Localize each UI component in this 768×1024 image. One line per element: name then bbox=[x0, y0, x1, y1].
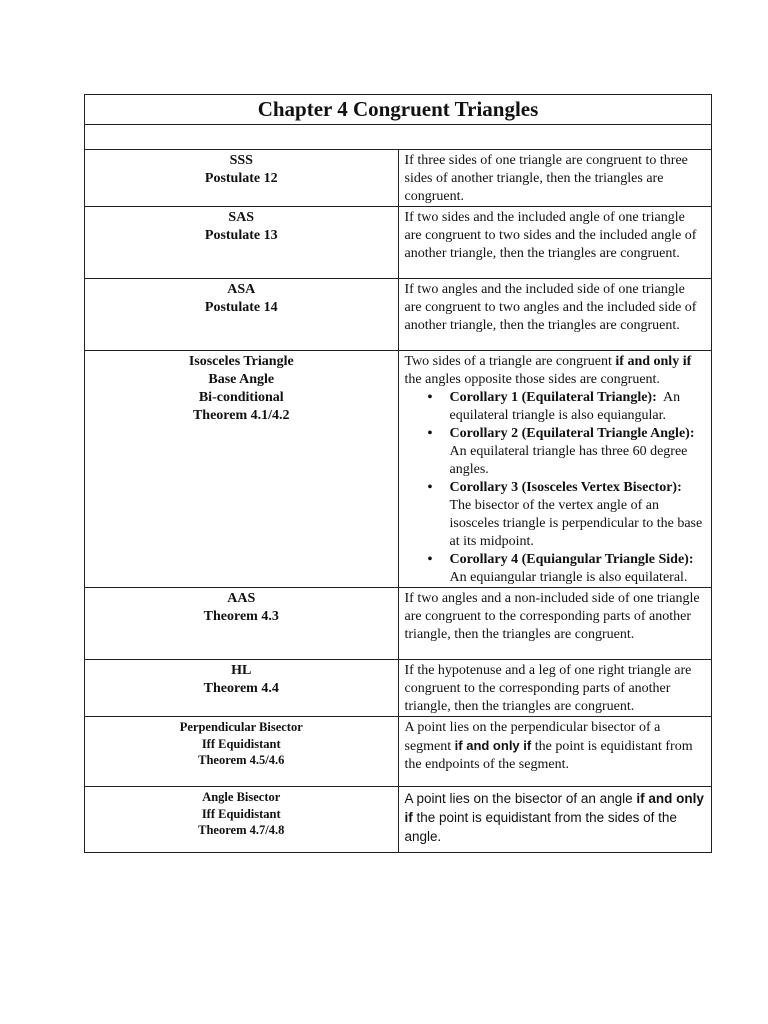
label-line: Bi-conditional bbox=[198, 390, 284, 405]
description-cell: If two angles and a non-included side of one triangle are congruent to the corresponding parts of another triangle, then the triangles are congruent. bbox=[398, 588, 712, 660]
table-row-isosceles bbox=[85, 351, 712, 588]
label-line: Theorem 4.4 bbox=[203, 681, 279, 696]
label-line: Postulate 14 bbox=[204, 300, 278, 315]
label-cell bbox=[85, 588, 399, 660]
statement-text: the point is equidistant from the sides of the angle. bbox=[404, 810, 677, 844]
corollary-text: An equilateral triangle has three 60 degree angles. bbox=[449, 444, 688, 477]
label-cell bbox=[85, 717, 399, 787]
label-cell bbox=[85, 787, 399, 853]
label-line: Iff Equidistant bbox=[201, 806, 281, 821]
list-item bbox=[450, 551, 706, 587]
table-row-perpendicular-bisector bbox=[85, 717, 712, 787]
corollary-name: Corollary 4 (Equiangular Triangle Side): bbox=[449, 552, 694, 567]
corollary-name: Corollary 3 (Isosceles Vertex Bisector): bbox=[449, 480, 682, 495]
label-line: Theorem 4.7/4.8 bbox=[198, 823, 285, 837]
corollary-name: Corollary 2 (Equilateral Triangle Angle): bbox=[449, 426, 695, 441]
table-row-sas bbox=[85, 207, 712, 279]
list-item bbox=[450, 479, 706, 551]
description-cell bbox=[398, 787, 712, 853]
label-line: SAS bbox=[228, 210, 255, 225]
table-row-asa bbox=[85, 279, 712, 351]
list-item bbox=[450, 389, 706, 425]
statement-text: the angles opposite those sides are congruent. bbox=[404, 372, 660, 387]
label-line: Theorem 4.3 bbox=[203, 609, 279, 624]
label-line: Theorem 4.5/4.6 bbox=[198, 753, 285, 767]
blank-row bbox=[85, 125, 712, 150]
description-cell bbox=[398, 717, 712, 787]
description-cell: If three sides of one triangle are congruent to three sides of another triangle, then the triangles are congruent. bbox=[398, 150, 712, 207]
statement-text: the point is equidistant from the endpoints of the segment. bbox=[404, 739, 693, 772]
corollary-text: An equilateral triangle is also equiangular. bbox=[449, 390, 681, 423]
table-row-sss bbox=[85, 150, 712, 207]
label-line: Base Angle bbox=[208, 372, 275, 387]
label-cell bbox=[85, 660, 399, 717]
label-line: Postulate 13 bbox=[204, 228, 278, 243]
description-cell bbox=[398, 351, 712, 588]
statement-text: Two sides of a triangle are congruent bbox=[404, 354, 612, 369]
label-line: Theorem 4.1/4.2 bbox=[192, 408, 290, 423]
label-line: Isosceles Triangle bbox=[188, 354, 294, 369]
description-cell: If two sides and the included angle of one triangle are congruent to two sides and the included angle of another triangle, then the triangles are congruent. bbox=[398, 207, 712, 279]
label-line: HL bbox=[231, 663, 252, 678]
list-item bbox=[450, 425, 706, 479]
label-cell bbox=[85, 279, 399, 351]
description-cell: If two angles and the included side of one triangle are congruent to two angles and the included side of another triangle, then the triangles are congruent. bbox=[398, 279, 712, 351]
page-title: Chapter 4 Congruent Triangles bbox=[85, 95, 712, 125]
iff-emphasis: if and only if bbox=[404, 791, 704, 825]
iff-emphasis: if and only if bbox=[454, 738, 532, 753]
label-cell bbox=[85, 351, 399, 588]
table-row-aas bbox=[85, 588, 712, 660]
statement-text: A point lies on the perpendicular bisector of a segment bbox=[404, 720, 661, 754]
iff-emphasis: if and only if bbox=[615, 354, 692, 369]
statement-text: A point lies on the bisector of an angle bbox=[404, 791, 633, 806]
label-line: SSS bbox=[229, 153, 253, 168]
table-row-angle-bisector bbox=[85, 787, 712, 853]
label-line: Angle Bisector bbox=[202, 790, 281, 804]
label-line: Perpendicular Bisector bbox=[179, 720, 303, 734]
label-line: Postulate 12 bbox=[204, 171, 278, 186]
theorem-table bbox=[84, 94, 712, 853]
label-cell bbox=[85, 207, 399, 279]
corollary-name: Corollary 1 (Equilateral Triangle): bbox=[449, 390, 657, 405]
corollary-list bbox=[405, 389, 706, 587]
corollary-text: An equiangular triangle is also equilateral. bbox=[449, 570, 688, 585]
label-line: AAS bbox=[227, 591, 256, 606]
label-line: ASA bbox=[227, 282, 256, 297]
corollary-text: The bisector of the vertex angle of an isosceles triangle is perpendicular to the base at its midpoint. bbox=[449, 498, 703, 549]
description-cell: If the hypotenuse and a leg of one right triangle are congruent to the corresponding parts of another triangle, then the triangles are congruent. bbox=[398, 660, 712, 717]
label-line: Iff Equidistant bbox=[201, 736, 281, 751]
table-row-hl bbox=[85, 660, 712, 717]
label-cell bbox=[85, 150, 399, 207]
